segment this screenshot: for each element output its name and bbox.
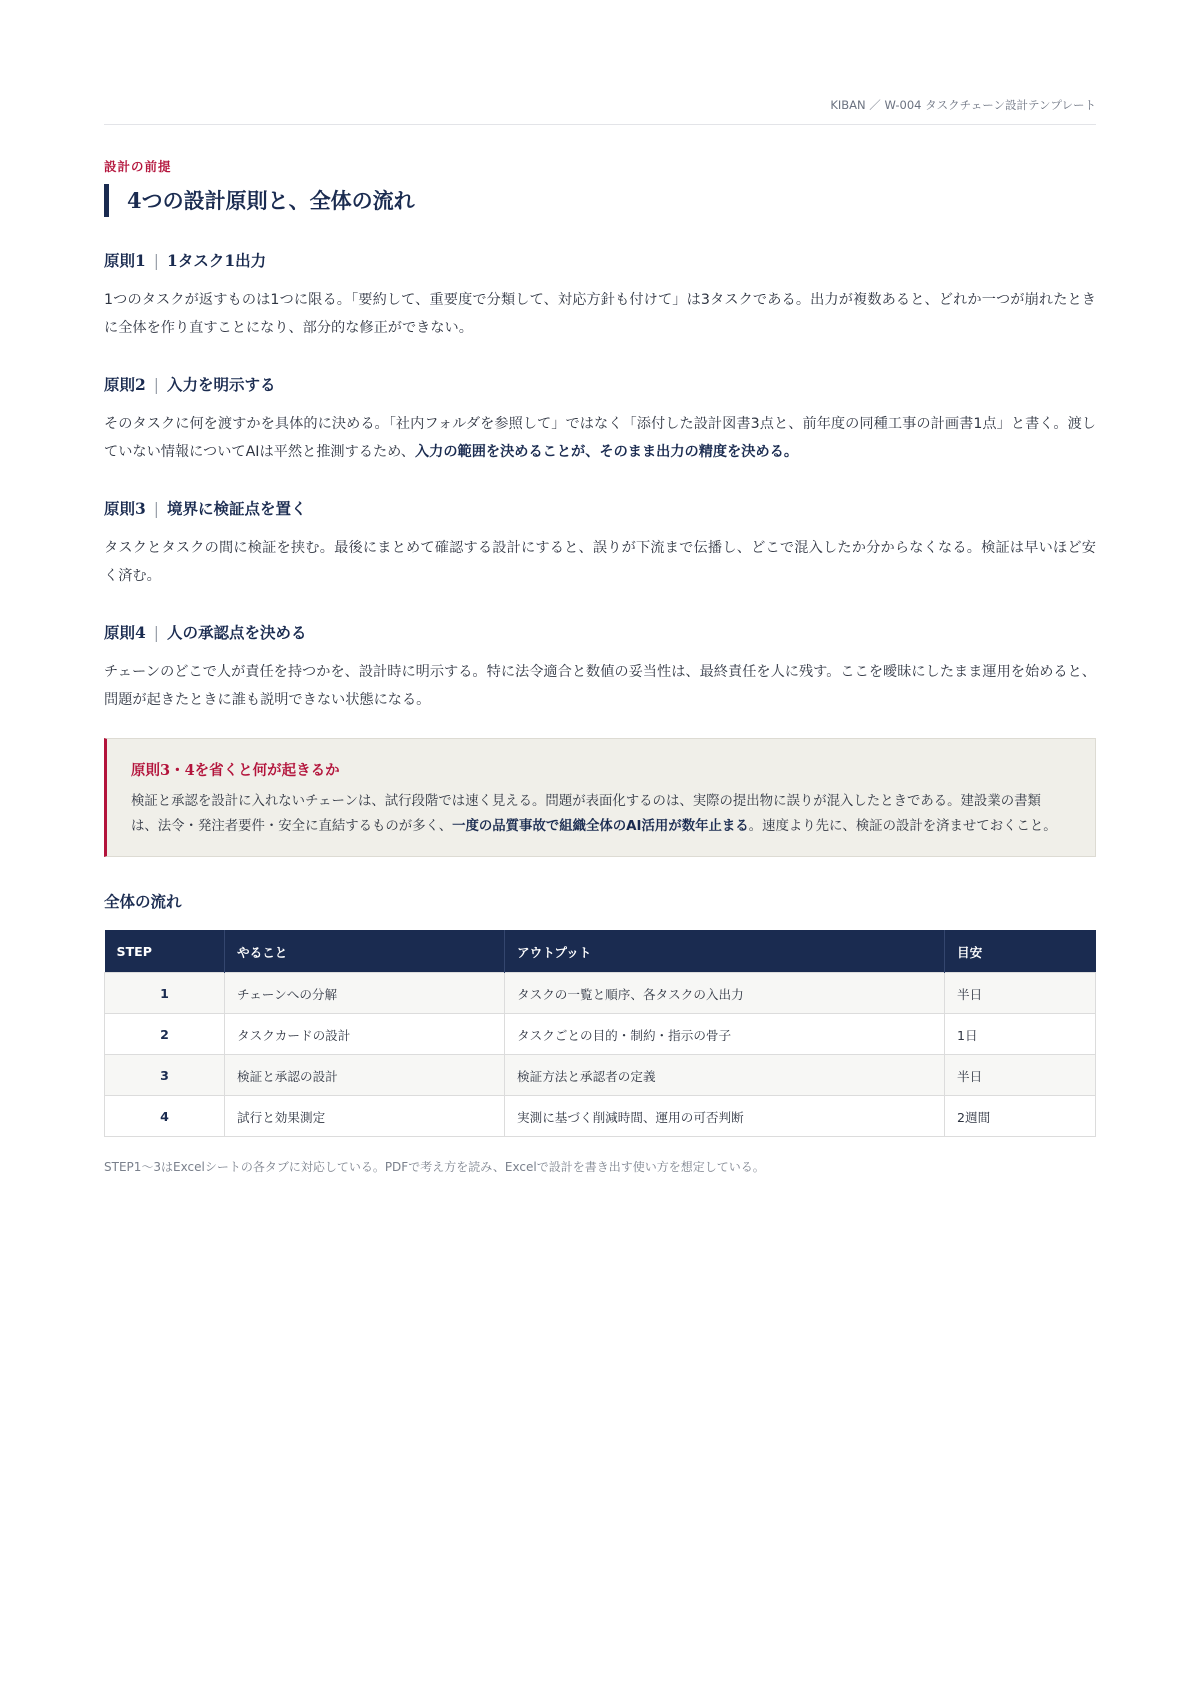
heading-separator: | (153, 252, 160, 270)
principle-3 (104, 498, 1096, 590)
principle-emphasis: 入力の範囲を決めることが、そのまま出力の精度を決める。 (414, 444, 799, 460)
step-cell: 4 (105, 1096, 225, 1137)
principle-label: 原則2 (104, 375, 146, 394)
task-cell: 検証と承認の設計 (225, 1055, 505, 1096)
flow-heading: 全体の流れ (104, 892, 182, 911)
principle-4 (104, 622, 1096, 714)
column-header-estimate: 目安 (945, 930, 1096, 973)
principle-heading (104, 250, 1096, 272)
principle-body (104, 410, 1096, 466)
principle-heading (104, 374, 1096, 396)
principle-text: そのタスクに何を渡すかを具体的に決める。「社内フォルダを参照して」ではなく「添付した設計図書3点と、前年度の同種工事の計画書1点」と書く。渡していない情報についてAIは平然と推測するため、 (104, 416, 1096, 460)
heading-separator: | (153, 624, 160, 642)
principle-label: 原則4 (104, 623, 146, 642)
flow-table (104, 930, 1096, 1137)
principle-title: 入力を明示する (167, 375, 276, 394)
running-header: KIBAN ／ W-004 タスクチェーン設計テンプレート (104, 97, 1096, 125)
principle-heading (104, 622, 1096, 644)
principle-title: 1タスク1出力 (167, 251, 267, 270)
principle-label: 原則3 (104, 499, 146, 518)
step-cell: 2 (105, 1014, 225, 1055)
output-cell: タスクごとの目的・制約・指示の骨子 (505, 1014, 945, 1055)
table-row (105, 973, 1096, 1014)
principle-text: チェーンのどこで人が責任を持つかを、設計時に明示する。特に法令適合と数値の妥当性は、最終責任を人に残す。ここを曖昧にしたまま運用を始めると、問題が起きたときに誰も説明できない状態になる。 (104, 664, 1096, 708)
content (104, 250, 1096, 1175)
step-cell: 1 (105, 973, 225, 1014)
warning-callout (104, 738, 1096, 857)
table-row (105, 1055, 1096, 1096)
task-cell: 試行と効果測定 (225, 1096, 505, 1137)
principle-body (104, 658, 1096, 714)
principle-body (104, 286, 1096, 342)
principle-1 (104, 250, 1096, 342)
principle-2 (104, 374, 1096, 466)
step-cell: 3 (105, 1055, 225, 1096)
principle-text: タスクとタスクの間に検証を挟む。最後にまとめて確認する設計にすると、誤りが下流まで伝播し、どこで混入したか分からなくなる。検証は早いほど安く済む。 (104, 540, 1096, 584)
callout-text-end: 。速度より先に、検証の設計を済ませておくこと。 (748, 819, 1057, 834)
footnote: STEP1〜3はExcelシートの各タブに対応している。PDFで考え方を読み、Excelで設計を書き出す使い方を想定している。 (104, 1160, 765, 1174)
heading-separator: | (153, 376, 160, 394)
task-cell: タスクカードの設計 (225, 1014, 505, 1055)
column-header-step: STEP (105, 930, 225, 973)
principle-text: 1つのタスクが返すものは1つに限る。「要約して、重要度で分類して、対応方針も付けて」は3タスクである。出力が複数あると、どれか一つが崩れたときに全体を作り直すことになり、部分的な修正ができない。 (104, 292, 1096, 336)
output-cell: タスクの一覧と順序、各タスクの入出力 (505, 973, 945, 1014)
table-header-row (105, 930, 1096, 973)
principle-title: 境界に検証点を置く (167, 499, 307, 518)
section-eyebrow: 設計の前提 (104, 159, 172, 174)
output-cell: 実測に基づく削減時間、運用の可否判断 (505, 1096, 945, 1137)
output-cell: 検証方法と承認者の定義 (505, 1055, 945, 1096)
principle-body (104, 534, 1096, 590)
page-title: 4つの設計原則と、全体の流れ (104, 184, 415, 217)
callout-emphasis: 一度の品質事故で組織全体のAI活用が数年止まる (452, 819, 749, 834)
estimate-cell: 1日 (945, 1014, 1096, 1055)
column-header-output: アウトプット (505, 930, 945, 973)
task-cell: チェーンへの分解 (225, 973, 505, 1014)
table-row (105, 1014, 1096, 1055)
heading-separator: | (153, 500, 160, 518)
estimate-cell: 半日 (945, 973, 1096, 1014)
principle-label: 原則1 (104, 251, 146, 270)
column-header-task: やること (225, 930, 505, 973)
estimate-cell: 2週間 (945, 1096, 1096, 1137)
estimate-cell: 半日 (945, 1055, 1096, 1096)
principle-heading (104, 498, 1096, 520)
table-row (105, 1096, 1096, 1137)
callout-text: 検証と承認を設計に入れないチェーンは、試行段階では速く見える。問題が表面化するのは、実際の提出物に誤りが混入したときである。建設業の書類は、法令・発注者要件・安全に直結するものが多く、 (131, 794, 1041, 834)
callout-title: 原則3・4を省くと何が起きるか (131, 762, 340, 779)
principle-title: 人の承認点を決める (167, 623, 307, 642)
callout-body (131, 789, 1061, 839)
